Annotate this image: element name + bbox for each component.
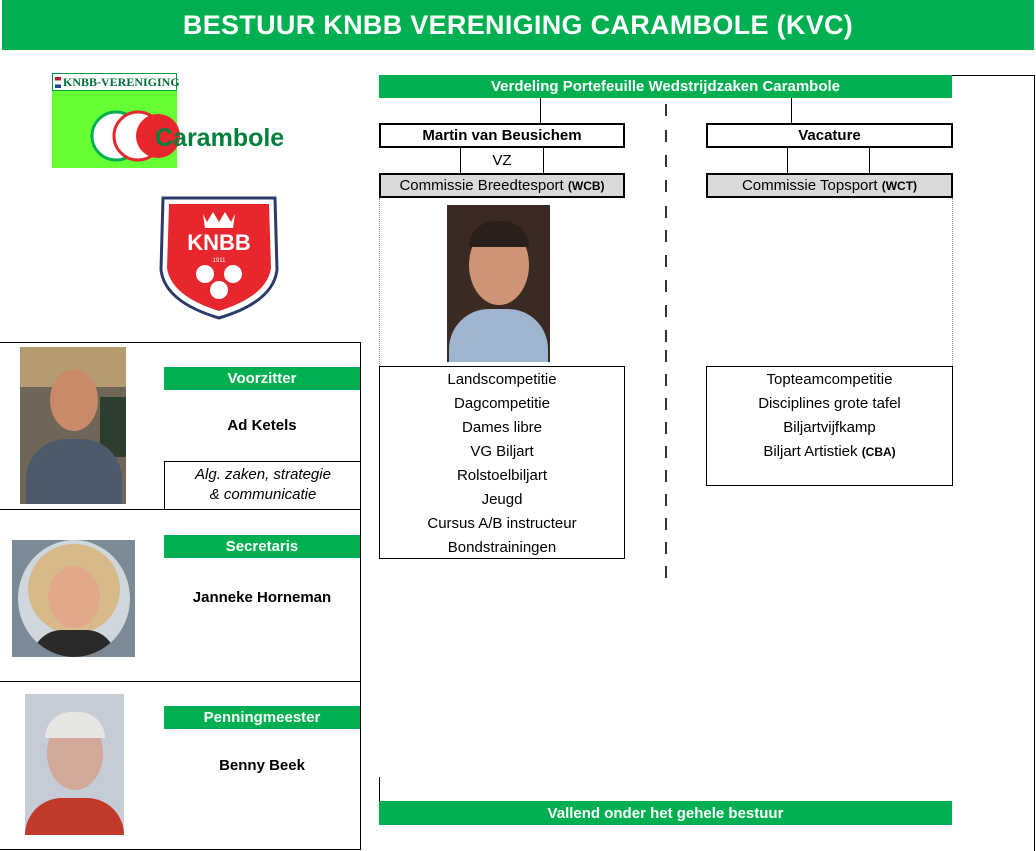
portfolio-right-border	[1034, 75, 1035, 851]
commission-box-breedtesport	[379, 173, 625, 198]
member-name-janneke-horneman: Janneke Horneman	[192, 589, 332, 606]
list-item: Disciplines grote tafel	[758, 395, 901, 412]
vz-box-right-line	[543, 148, 544, 173]
list-item: Dames libre	[461, 419, 543, 436]
commission-topsport-abbr: (WCT)	[881, 178, 918, 193]
knbb-logo-year: 1911	[212, 258, 226, 264]
avatar-martin-van-beusichem	[447, 205, 550, 362]
page-title: BESTUUR KNBB VERENIGING CARAMBOLE (KVC)	[2, 0, 1034, 50]
portfolio-top-border	[952, 75, 1035, 76]
portfolio-title: Verdeling Portefeuille Wedstrijdzaken Carambole	[379, 75, 952, 98]
list-topsport	[706, 366, 953, 486]
board-divider-2	[0, 681, 361, 682]
commission-breedtesport-label: Commissie Breedtesport	[399, 177, 564, 194]
list-item: Topteamcompetitie	[766, 371, 893, 388]
footer-bar: Vallend onder het gehele bestuur	[379, 801, 952, 825]
footer-left-tick	[379, 777, 380, 801]
kvc-logo-word: Carambole	[155, 124, 285, 152]
list-item: Cursus A/B instructeur	[427, 515, 577, 532]
kvc-logo-top-bar	[52, 73, 180, 91]
list-item: Biljartvijfkamp	[783, 419, 876, 436]
dutch-flag-icon	[55, 77, 61, 88]
list-item-label: Biljart Artistiek	[763, 443, 858, 460]
list-item: VG Biljart	[470, 443, 534, 460]
right-column-dotted-edge	[952, 198, 954, 368]
list-item: Jeugd	[481, 491, 523, 508]
list-item: Landscompetitie	[447, 371, 557, 388]
role-label-voorzitter: Voorzitter	[164, 367, 360, 390]
avatar-benny-beek	[25, 694, 124, 835]
commission-topsport-label: Commissie Topsport	[741, 177, 878, 194]
left-column-dotted-edge	[379, 198, 381, 368]
voorzitter-extra-line2: & communicatie	[209, 486, 317, 503]
person-box-vacature: Vacature	[706, 123, 953, 148]
member-name-ad-ketels: Ad Ketels	[227, 417, 297, 434]
list-item: Rolstoelbiljart	[456, 467, 548, 484]
role-vz: VZ	[492, 152, 512, 169]
right-connector-1	[787, 148, 788, 173]
list-item-abbr: (CBA)	[861, 445, 896, 459]
avatar-ad-ketels	[20, 347, 126, 504]
list-item: Dagcompetitie	[454, 395, 550, 412]
role-label-secretaris: Secretaris	[164, 535, 360, 558]
person-box-martin: Martin van Beusichem	[379, 123, 625, 148]
connector-title-right	[791, 98, 792, 123]
right-connector-2	[869, 148, 870, 173]
list-item: Bondstrainingen	[447, 539, 557, 556]
list-item	[763, 440, 895, 464]
voorzitter-extra-line1: Alg. zaken, strategie	[195, 466, 331, 483]
avatar-janneke-horneman	[12, 540, 135, 657]
knbb-shield-logo	[155, 192, 283, 322]
connector-title-left	[540, 98, 541, 123]
kvc-logo-top-text: KNBB-VERENIGING	[63, 75, 180, 89]
commission-box-topsport	[706, 173, 953, 198]
member-name-benny-beek: Benny Beek	[219, 757, 305, 774]
role-label-penningmeester: Penningmeester	[164, 706, 360, 729]
list-breedtesport	[379, 366, 625, 559]
knbb-logo-word: KNBB	[187, 230, 251, 255]
commission-breedtesport-abbr: (WCB)	[567, 178, 605, 193]
voorzitter-extra-box	[164, 461, 361, 510]
